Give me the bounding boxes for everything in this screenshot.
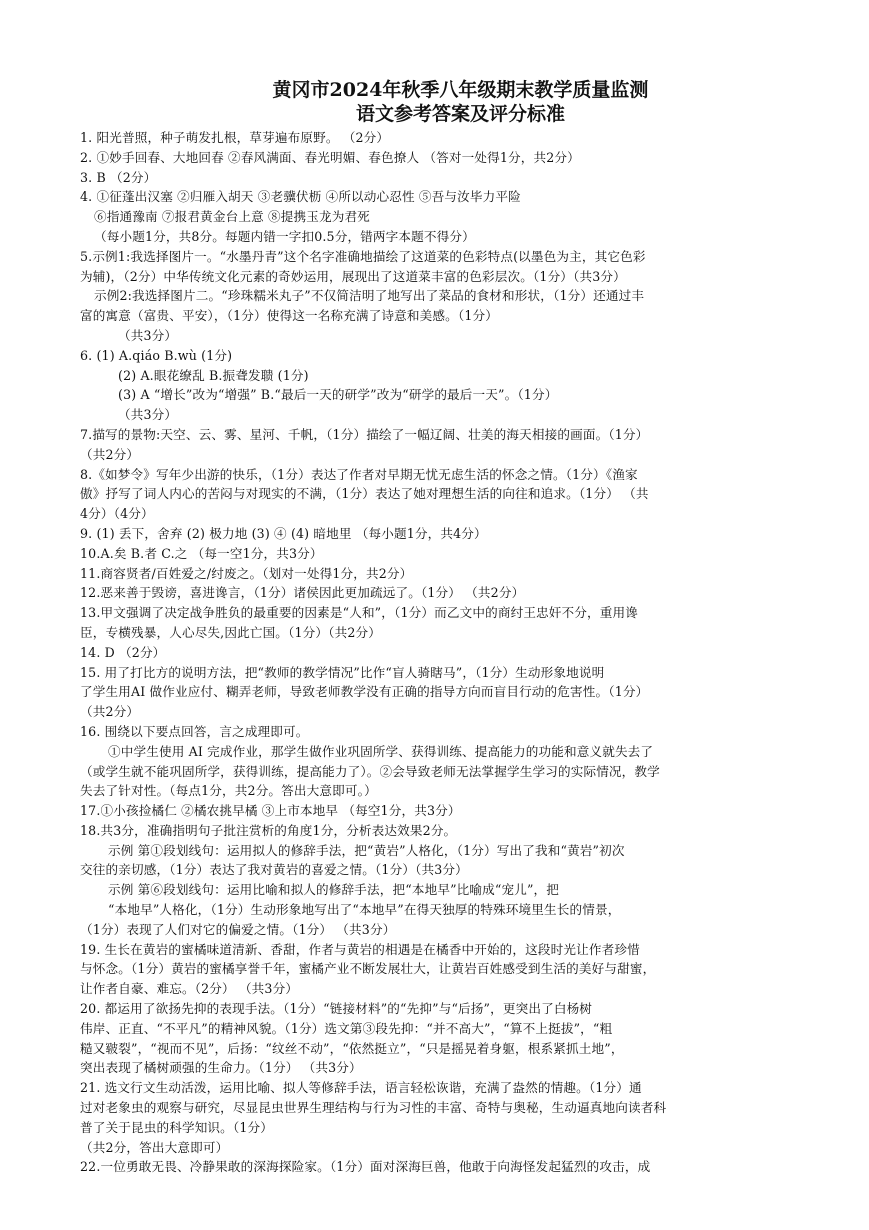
answer-line: （或学生就不能巩固所学，获得训练，提高能力了）。②会导致老师无法掌握学生学习的实际情况，教学 <box>80 763 660 779</box>
answer-line: 13.甲文强调了决定战争胜负的最重要的因素是“人和”，（1分）而乙文中的商纣王忠奸不分，重用谗 <box>80 605 639 621</box>
answer-line: 10.A.矣 B.者 C.之 （每一空1分，共3分） <box>80 545 323 561</box>
answer-line: （共2分，答出大意即可） <box>80 1139 229 1155</box>
answer-line: 11.商容贤者/百姓爱之/纣废之。（划对一处得1分，共2分） <box>80 565 413 581</box>
answer-line: 傲》抒写了词人内心的苦闷与对现实的不满，（1分）表达了她对理想生活的向往和追求。（1分） （共 <box>80 486 649 502</box>
answer-line: 12.恶来善于毁谤，喜进谗言，（1分）诸侯因此更加疏远了。（1分） （共2分） <box>80 585 525 601</box>
answer-line: 普了关于昆虫的科学知识。（1分） <box>80 1119 274 1135</box>
answer-line: 17.①小孩捡橘仁 ②橘农挑早橘 ③上市本地早 （每空1分，共3分） <box>80 803 461 819</box>
answer-line: 5.示例1:我选择图片一。“水墨丹青”这个名字准确地描绘了这道菜的色彩特点(以墨色为主，其它色彩 <box>80 248 646 264</box>
answer-line: 15. 用了打比方的说明方法，把“教师的教学情况”比作“盲人骑瞎马”，（1分）生动形象地说明 <box>80 664 605 680</box>
answer-line: （共3分） <box>118 327 178 343</box>
answer-line: (2) A.眼花缭乱 B.振聋发聩 (1分) <box>118 367 309 383</box>
answer-line: 示例 第①段划线句：运用拟人的修辞手法，把“黄岩”人格化，（1分）写出了我和“黄岩”初次 <box>108 842 625 858</box>
answer-line: 富的寓意（富贵、平安），（1分）使得这一名称充满了诗意和美感。（1分） <box>80 308 498 324</box>
answer-line: （每小题1分，共8分。每题内错一字扣0.5分，错两字本题不得分） <box>94 228 475 244</box>
answer-line: 失去了针对性。（每点1分，共2分。答出大意即可。） <box>80 783 377 799</box>
answer-line: 6. (1) A.qiáo B.wù (1分) <box>80 347 233 363</box>
answer-line: 19. 生长在黄岩的蜜橘味道清新、香甜，作者与黄岩的相遇是在橘香中开始的，这段时光让作者珍惜 <box>80 941 640 957</box>
answer-line: 了学生用AI 做作业应付、糊弄老师，导致老师教学没有正确的指导方向而盲目行动的危害性。（1分） <box>80 684 649 700</box>
answer-line: ①中学生使用 AI 完成作业，那学生做作业巩固所学、获得训练、提高能力的功能和意义就失去了 <box>108 743 654 759</box>
answer-line: （1分）表现了人们对它的偏爱之情。（1分） （共3分） <box>80 921 396 937</box>
answer-line: 臣，专横残暴，人心尽失,因此亡国。（1分）（共2分） <box>80 624 381 640</box>
answer-line: “本地早”人格化，（1分）生动形象地写出了“本地早”在得天独厚的特殊环境里生长的情景， <box>108 902 621 918</box>
answer-line: 22.一位勇敢无畏、冷静果敢的深海探险家。（1分）面对深海巨兽，他敢于向海怪发起猛烈的攻击，成 <box>80 1159 651 1175</box>
answer-line: （共2分） <box>80 704 140 720</box>
answer-line: 交往的亲切感，（1分）表达了我对黄岩的喜爱之情。（1分）（共3分） <box>80 862 468 878</box>
answer-line: 8.《如梦令》写年少出游的快乐，（1分）表达了作者对早期无忧无虑生活的怀念之情。（1分）《渔家 <box>80 466 638 482</box>
answer-line: 让作者自豪、难忘。（2分） （共3分） <box>80 981 299 997</box>
answer-line: 18.共3分，准确指明句子批注赏析的角度1分，分析表达效果2分。 <box>80 822 457 838</box>
answer-line: 7.描写的景物:天空、云、雾、星河、千帆，（1分）描绘了一幅辽阔、壮美的海天相接的画面。（1分） <box>80 426 649 442</box>
page-subtitle: 语文参考答案及评分标准 <box>355 103 565 125</box>
answer-line: 9. (1) 丢下，舍弃 (2) 极力地 (3) ④ (4) 暗地里 （每小题1分，共4分） <box>80 525 487 541</box>
answer-line: 突出表现了橘树顽强的生命力。（1分） （共3分） <box>80 1060 362 1076</box>
answer-line: 1. 阳光普照，种子萌发扎根，草芽遍布原野。 （2分） <box>80 130 390 145</box>
answer-line: 21. 选文行文生动活泼，运用比喻、拟人等修辞手法，语言轻松诙谐，充满了盎然的情趣。（1分）通 <box>80 1080 642 1096</box>
page-title: 黄冈市2024年秋季八年级期末教学质量监测 <box>272 79 649 101</box>
answer-line: ⑥指通豫南 ⑦报君黄金台上意 ⑧提携玉龙为君死 <box>94 209 370 225</box>
answer-line: 3. B （2分） <box>80 169 157 185</box>
answer-line: 糙又皲裂”，“视而不见”，后扬：“纹丝不动”，“依然挺立”，“只是摇晃着身躯，根系紧抓土地”， <box>80 1040 624 1056</box>
answer-line: 2. ①妙手回春、大地回春 ②春风满面、春光明媚、春色撩人 （答对一处得1分，共2分） <box>80 149 580 165</box>
answer-content <box>80 128 821 1197</box>
answer-line: 14. D （2分） <box>80 644 166 660</box>
answer-line: 16. 围绕以下要点回答，言之成理即可。 <box>80 723 309 739</box>
answer-line: 示例2:我选择图片二。“珍珠糯米丸子”不仅简洁明了地写出了菜品的食材和形状，（1分）还通过丰 <box>94 288 645 304</box>
answer-line: （共3分） <box>118 407 178 423</box>
answer-line: 示例 第⑥段划线句：运用比喻和拟人的修辞手法，把“本地早”比喻成“宠儿”，把 <box>108 882 560 898</box>
answer-line: 与怀念。（1分）黄岩的蜜橘享誉千年，蜜橘产业不断发展壮大，让黄岩百姓感受到生活的美好与甜蜜， <box>80 961 656 977</box>
answer-line: 4. ①征蓬出汉塞 ②归雁入胡天 ③老骥伏枥 ④所以动心忍性 ⑤吾与汝毕力平险 <box>80 189 521 205</box>
answer-line <box>80 1177 821 1197</box>
answer-line: 为辅)，（2分）中华传统文化元素的奇妙运用，展现出了这道菜丰富的色彩层次。（1分）（共3分） <box>80 268 626 284</box>
answer-line: （共2分） <box>80 446 140 462</box>
answer-line: 4分）（4分） <box>80 506 154 522</box>
answer-line: 过对老象虫的观察与研究，尽显昆虫世界生理结构与行为习性的丰富、奇特与奥秘，生动逼真地向读者科 <box>80 1100 667 1116</box>
answer-line: 伟岸、正直、“不平凡”的精神风貌。（1分）选文第③段先抑：“并不高大”，“算不上挺拔”，“粗 <box>80 1020 613 1036</box>
answer-line: (3) A “增长”改为“增强” B.“最后一天的研学”改为“研学的最后一天”。（1分） <box>118 387 558 403</box>
answer-line: 20. 都运用了欲扬先抑的表现手法。（1分）“链接材料”的“先抑”与“后扬”，更突出了白杨树 <box>80 1001 593 1017</box>
